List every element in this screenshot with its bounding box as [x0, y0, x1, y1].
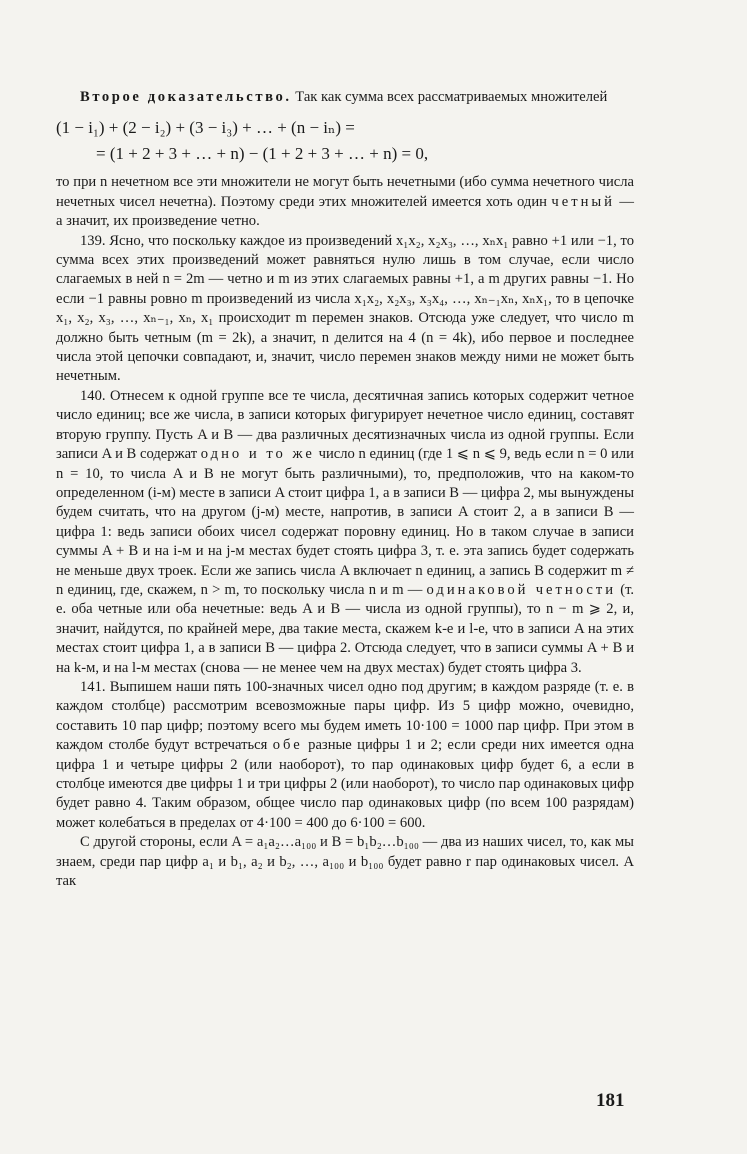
p140-text-2: число n единиц (где 1 ⩽ n ⩽ 9, ведь если n = 0 или n = 10, то числа A и B не могут быть различными), то, предположив, что на каком-то определенном (i-м) месте в записи A стоит цифра 1, а в записи B — цифра 2, мы вынуждены будем считать, что на другом (j-м) месте, напротив, в записи A стоит 2, а в записи B — цифра 1: ведь записи обоих чисел содержат поровну единиц. Но в таком случае в записи суммы A + B и на i-м и на j-м местах будет стоять цифра 3, т. е. эта запись будет содержать не меньше двух троек. Если же запись числа A включает n единиц, а запись B содержит m ≠ n единиц, где, скажем, n > m, то поскольку числа n и m —	[56, 446, 634, 598]
second-proof-heading: Второе доказательство.	[80, 89, 292, 105]
p140-spaced-2: одинаковой четности	[426, 581, 617, 598]
parity-text-2: — а значит, их произведение четно.	[56, 193, 634, 230]
formula-line-2: = (1 + 2 + 3 + … + n) − (1 + 2 + 3 + … + n) = 0,	[96, 144, 429, 164]
parity-spaced-word: четный	[551, 193, 615, 210]
problem-141-solution	[56, 678, 634, 833]
second-proof-paragraph	[56, 88, 634, 107]
p141-text-2: разные цифры 1 и 2; если среди них имеется одна цифра 1 и четыре цифры 2 (или наоборот), то пар одинаковых цифр будет 6, а если в столбце имеются две цифры 1 и три цифры 2 (или наоборот), то число пар одинаковых цифр будет равно 4. Таким образом, общее число пар одинаковых цифр (по всем 100 разрядам) может колебаться в пределах от 4·100 = 400 до 6·100 = 600.	[56, 737, 634, 831]
formula-line-1: (1 − i₁) + (2 − i₂) + (3 − i₃) + … + (n − iₙ) =	[56, 118, 355, 138]
p141-text-1: 141. Выпишем наши пять 100-значных чисел одно под другим; в каждом разряде (т. е. в каждом столбце) рассмотрим всевозможные пары цифр. Из 5 цифр можно, очевидно, составить 10 пар цифр; поэтому всего мы будем иметь 10·100 = 1000 пар цифр. При этом в каждом столбе будут встречаться	[56, 678, 634, 754]
page-body	[56, 88, 634, 891]
parity-text-1: то при n нечетном все эти множители не могут быть нечетными (ибо сумма нечетного числа нечетных чисел нечетна). Поэтому среди этих множителей имеется хоть один	[56, 174, 634, 210]
final-paragraph: С другой стороны, если A = a₁a₂…a₁₀₀ и B = b₁b₂…b₁₀₀ — два из наших чисел, то, как мы знаем, среди пар цифр a₁ и b₁, a₂ и b₂, …, a₁₀₀ и b₁₀₀ будет равно r пар одинаковых чисел. А так	[56, 834, 634, 890]
p140-spaced-1: одно и то же	[200, 446, 315, 463]
page-number: 181	[596, 1090, 625, 1111]
problem-140-solution	[56, 387, 634, 678]
second-proof-text: Так как сумма всех рассматриваемых множителей	[291, 89, 608, 105]
p141-spaced: обе	[272, 737, 303, 754]
problem-139-solution: 139. Ясно, что поскольку каждое из произведений x₁x₂, x₂x₃, …, xₙx₁ равно +1 или −1, то сумма всех этих произведений может равняться нулю лишь в том случае, если число слагаемых в ней n = 2m — четно и m из этих слагаемых равны +1, а m других равны −1. Но если −1 равны ровно m произведений из числа x₁x₂, x₂x₃, x₃x₄, …, xₙ₋₁xₙ, xₙx₁, то в цепочке x₁, x₂, x₃, …, xₙ₋₁, xₙ, x₁ происходит m перемен знаков. Отсюда уже следует, что число m должно быть четным (m = 2k), а значит, n делится на 4 (n = 4k), ибо первое и последнее числа этой цепочки совпадают, и, значит, число перемен знаков между ними не может быть нечетным.	[56, 232, 634, 385]
p140-text-3: (т. е. оба четные или оба нечетные: ведь A и B — числа из одной группы), то n − m ⩾ 2, и, значит, найдутся, по крайней мере, два такие места, скажем k-е и l-е, что в записи A на этих местах стоит цифра 1, а в записи B — цифра 2. Отсюда следует, что в записи суммы A + B и на k-м, и на l-м местах (снова — не менее чем на двух местах) будет стоять цифра 3.	[56, 581, 635, 676]
sum-formula	[56, 115, 634, 167]
parity-conclusion-paragraph	[56, 173, 634, 231]
p140-text-1: 140. Отнесем к одной группе все те числа, десятичная запись которых содержит четное число единиц; все же числа, в записи которых фигурирует нечетное число единиц, составят вторую группу. Пусть A и B — два различных десятизначных числа из одной группы. Если записи A и B содержат	[56, 387, 634, 463]
